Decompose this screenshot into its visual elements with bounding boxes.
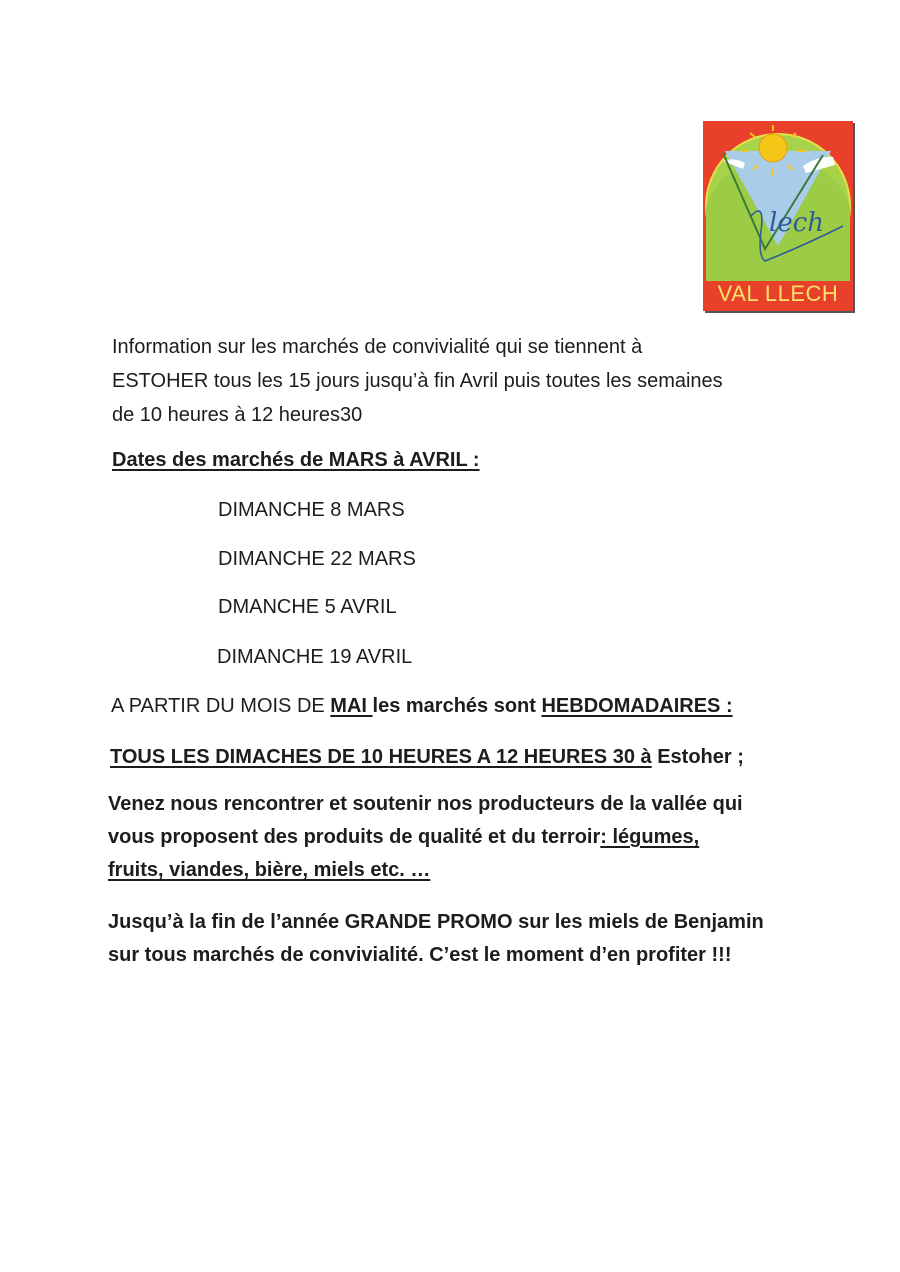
weekly-prefix: A PARTIR DU MOIS DE [111, 695, 331, 717]
val-llech-logo [703, 121, 853, 311]
intro-line-1: Information sur les marchés de convivialité qui se tiennent à [112, 336, 643, 358]
invite-line-1: Venez nous rencontrer et soutenir nos producteurs de la vallée qui [108, 793, 743, 815]
date-item: DMANCHE 5 AVRIL [218, 596, 397, 618]
invite-line-2-prefix: vous proposent des produits de qualité et du terroir [108, 826, 601, 848]
date-item: DIMANCHE 8 MARS [218, 499, 405, 521]
invite-line-2-products: : légumes, [600, 826, 700, 848]
weekly-markets-line [111, 690, 733, 722]
intro-paragraph [112, 330, 723, 432]
promo-line-2: sur tous marchés de convivialité. C’est le moment d’en profiter !!! [108, 944, 732, 966]
date-item: DIMANCHE 19 AVRIL [217, 646, 413, 668]
weekly-middle: les marchés sont [372, 695, 542, 717]
logo-caption: VAL LLECH [717, 281, 839, 306]
intro-line-3: de 10 heures à 12 heures30 [112, 404, 363, 426]
date-item: DIMANCHE 22 MARS [218, 548, 416, 570]
promo-line-1: Jusqu’à la fin de l’année GRANDE PROMO sur les miels de Benjamin [108, 911, 764, 933]
sun-disc [759, 134, 787, 162]
invite-line-3: fruits, viandes, bière, miels etc. … [108, 859, 431, 881]
promo-paragraph [108, 906, 764, 972]
sundays-main: TOUS LES DIMACHES DE 10 HEURES A 12 HEURES 30 à [110, 746, 652, 768]
sundays-line [110, 741, 744, 773]
logo-script-text: lech [769, 208, 825, 238]
sundays-suffix: Estoher ; [651, 746, 744, 768]
dates-heading: Dates des marchés de MARS à AVRIL : [112, 449, 480, 471]
intro-line-2: ESTOHER tous les 15 jours jusqu’à fin Avril puis toutes les semaines [112, 370, 723, 392]
weekly-month: MAI [330, 695, 373, 717]
weekly-keyword: HEBDOMADAIRES : [541, 695, 733, 717]
invite-paragraph [108, 788, 743, 887]
